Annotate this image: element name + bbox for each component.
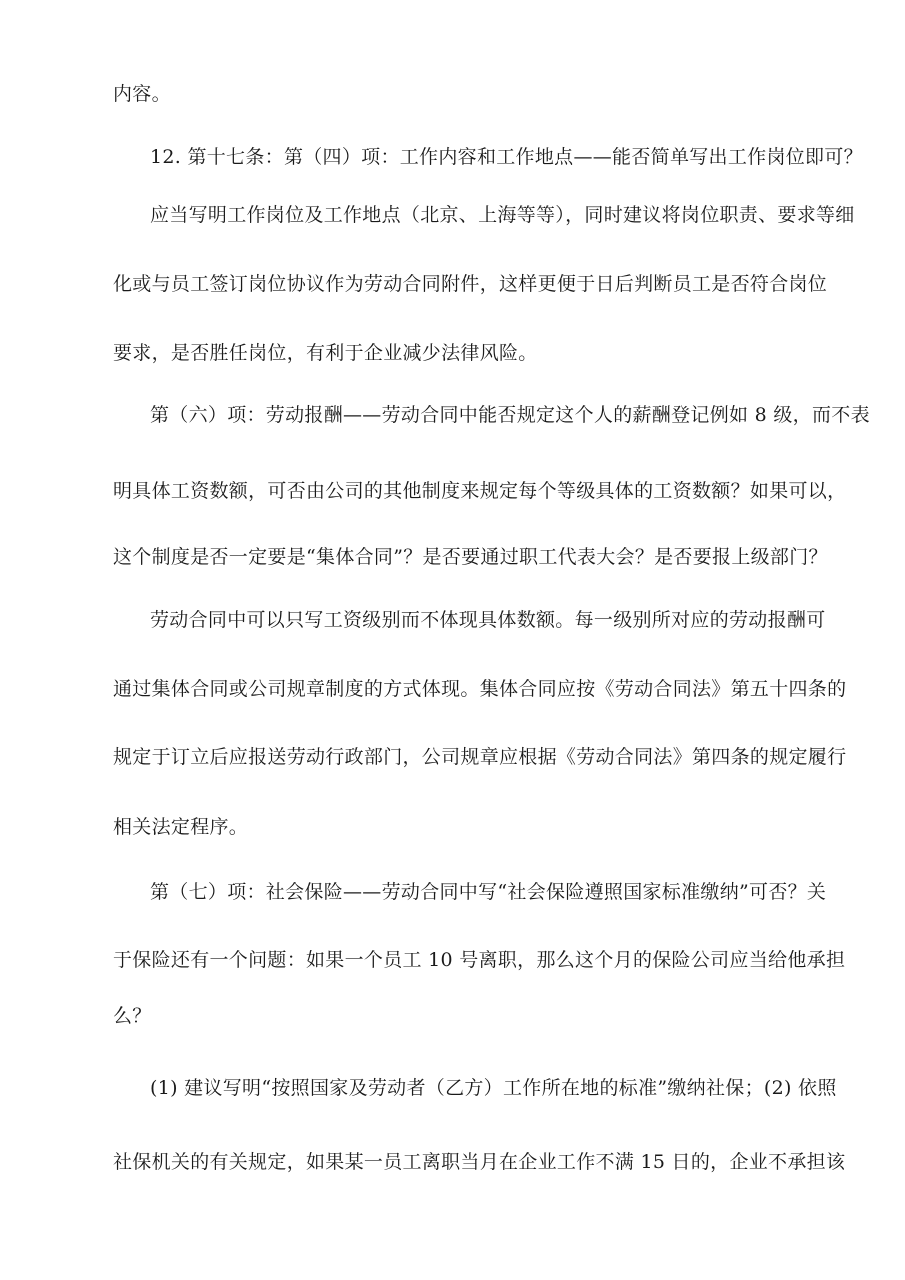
paragraph-line: 规定于订立后应报送劳动行政部门，公司规章应根据《劳动合同法》第四条的规定履行 [113,746,847,768]
paragraph-line: (1) 建议写明“按照国家及劳动者（乙方）工作所在地的标准”缴纳社保；(2) 依照 [150,1077,837,1099]
paragraph-line: 明具体工资数额，可否由公司的其他制度来规定每个等级具体的工资数额？如果可以， [113,480,847,502]
paragraph-line: 社保机关的有关规定，如果某一员工离职当月在企业工作不满 15 日的，企业不承担该 [113,1151,846,1173]
paragraph-line: 劳动合同中可以只写工资级别而不体现具体数额。每一级别所对应的劳动报酬可 [150,609,826,631]
paragraph-line: 相关法定程序。 [113,816,249,838]
question-heading: 第（七）项：社会保险——劳动合同中写“社会保险遵照国家标准缴纳”可否？关 [150,881,827,903]
paragraph-line: 通过集体合同或公司规章制度的方式体现。集体合同应按《劳动合同法》第五十四条的 [113,678,847,700]
question-heading: 第（六）项：劳动报酬——劳动合同中能否规定这个人的薪酬登记例如 8 级，而不表 [150,404,870,426]
paragraph-line: 么？ [113,1005,152,1027]
paragraph-line: 于保险还有一个问题：如果一个员工 10 号离职，那么这个月的保险公司应当给他承担 [113,949,846,971]
paragraph-line: 内容。 [113,83,171,105]
paragraph-line: 这个制度是否一定要是“集体合同”？是否要通过职工代表大会？是否要报上级部门？ [113,546,828,568]
question-heading: 12. 第十七条：第（四）项：工作内容和工作地点——能否简单写出工作岗位即可？ [150,146,863,168]
paragraph-line: 要求，是否胜任岗位，有利于企业减少法律风险。 [113,342,538,364]
paragraph-line: 应当写明工作岗位及工作地点（北京、上海等等），同时建议将岗位职责、要求等细 [150,204,855,226]
paragraph-line: 化或与员工签订岗位协议作为劳动合同附件，这样更便于日后判断员工是否符合岗位 [113,273,828,295]
